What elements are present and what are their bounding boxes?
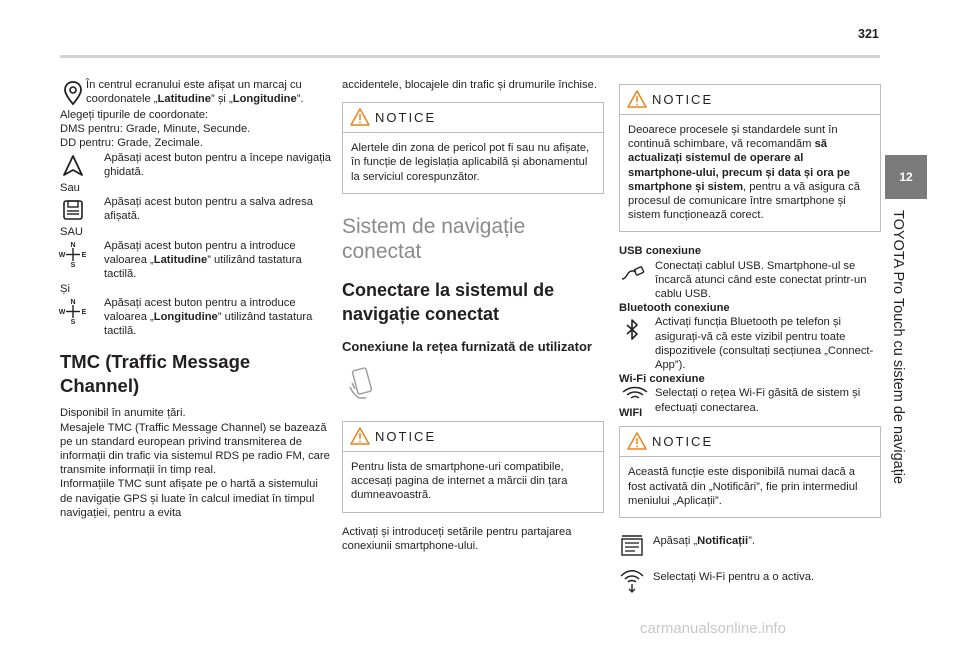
wifi-label: WIFI bbox=[619, 406, 643, 419]
bluetooth-row bbox=[619, 315, 881, 372]
select-wifi-text: Selectați Wi-Fi pentru a o activa. bbox=[653, 571, 815, 584]
column-3 bbox=[619, 78, 881, 596]
select-wifi-row bbox=[619, 566, 881, 596]
column-2 bbox=[342, 78, 604, 553]
notice-box bbox=[342, 102, 604, 194]
marker-text: În centrul ecranului este afișat un marcaj cu coordonatele „Latitudine” și „Longitudine”. bbox=[86, 79, 304, 106]
start-navigation-text: Apăsați acest buton pentru a începe navigația ghidată. bbox=[104, 151, 332, 178]
and-text: Și bbox=[60, 282, 70, 295]
wifi-icon bbox=[619, 386, 651, 419]
notice-title: NOTICE bbox=[652, 434, 714, 450]
notice-header bbox=[343, 103, 603, 133]
chapter-title: TOYOTA Pro Touch cu sistem de navigație bbox=[890, 210, 906, 485]
header-rule bbox=[60, 55, 880, 58]
coord-types-text: Alegeți tipurile de coordonate: bbox=[60, 109, 209, 121]
chapter-tab[interactable]: 12 bbox=[885, 155, 927, 199]
svg-text:W: W bbox=[58, 252, 66, 260]
save-address-text: Apăsați acest buton pentru a salva adresa afișată. bbox=[104, 195, 313, 223]
tmc-paragraph-2: Informațiile TMC sunt afișate pe o hartă a sistemului de navigație GPS și luate în calcul imediat în timpul navigației, pentru a evita bbox=[60, 478, 318, 519]
svg-text:N: N bbox=[70, 298, 76, 306]
usb-heading: USB conexiune bbox=[619, 245, 702, 258]
notice-header bbox=[343, 422, 603, 452]
warning-icon bbox=[627, 432, 647, 450]
latitude-row bbox=[60, 239, 332, 282]
notice-box bbox=[619, 84, 881, 232]
or-upper-text: SAU bbox=[60, 225, 84, 238]
or-text: Sau bbox=[60, 181, 80, 194]
warning-icon bbox=[350, 108, 370, 126]
longitude-row bbox=[60, 296, 332, 339]
section-title: Sistem de navigație conectat bbox=[342, 214, 526, 263]
activate-sharing-text: Activați și introduceți setările pentru partajarea conexiunii smartphone-ului. bbox=[342, 525, 572, 552]
compass-icon[interactable] bbox=[60, 298, 86, 324]
notice-body: Deoarece procesele și standardele sunt în continuă schimbare, vă recomandăm să actualizați sistemul de operare al smartphone-ului, precum și data și ora pe smartphone și sistem, pentru a vă asigura că procesul de comunicare între smartphone și sistem funcționează corect. bbox=[628, 124, 860, 222]
compass-icon[interactable] bbox=[58, 241, 87, 270]
column-1 bbox=[60, 78, 332, 520]
usb-row bbox=[619, 259, 881, 302]
notice-title: NOTICE bbox=[652, 92, 714, 107]
svg-text:S: S bbox=[70, 262, 76, 270]
notice-header bbox=[620, 427, 880, 457]
save-icon[interactable] bbox=[60, 197, 86, 223]
tmc-paragraph-1: Mesajele TMC (Traffic Message Channel) se bazează pe un standard european privind transmiterea de informații din trafic via sistemul RDS pe radio FM, care transmite informații în timp real. bbox=[60, 421, 330, 477]
tmc-heading: TMC (Traffic Message Channel) bbox=[60, 351, 251, 397]
continued-text: accidentele, blocajele din trafic și drumurile închise. bbox=[342, 79, 597, 91]
dd-text: DD pentru: Grade, Zecimale. bbox=[60, 137, 204, 150]
notice-title: NOTICE bbox=[375, 110, 437, 126]
notifications-row bbox=[619, 530, 881, 560]
bluetooth-icon bbox=[619, 317, 645, 343]
warning-icon bbox=[627, 90, 647, 108]
watermark: carmanualsonline.info bbox=[640, 620, 786, 637]
subsection-title: Conectare la sistemul de navigație conectat bbox=[342, 279, 555, 324]
svg-text:N: N bbox=[70, 242, 76, 250]
notice-title: NOTICE bbox=[375, 429, 437, 445]
notifications-list-icon[interactable] bbox=[619, 532, 645, 558]
warning-icon bbox=[350, 427, 370, 445]
longitude-text: Apăsați acest buton pentru a introduce valoarea „Longitudine” utilizând tastatura tactilă. bbox=[104, 296, 313, 338]
start-navigation-row bbox=[60, 151, 332, 181]
usb-cable-icon bbox=[619, 259, 645, 285]
wifi-row bbox=[619, 386, 881, 419]
navigation-arrow-icon[interactable] bbox=[60, 153, 86, 179]
wifi-toggle-icon[interactable] bbox=[619, 568, 645, 594]
notice-box bbox=[619, 426, 881, 518]
notice-body: Această funcție este disponibilă numai dacă a fost activată din „Notificări”, fie prin intermediul meniului „Aplicații”. bbox=[628, 466, 858, 507]
save-address-row bbox=[60, 195, 332, 225]
page-number: 321 bbox=[858, 27, 879, 41]
notice-body: Alertele din zona de pericol pot fi sau nu afișate, în funcție de legislația aplicabilă și abonamentul la serviciul corespunzător. bbox=[351, 142, 590, 183]
dms-text: DMS pentru: Grade, Minute, Secunde. bbox=[60, 123, 251, 136]
notice-box bbox=[342, 421, 604, 513]
bluetooth-heading: Bluetooth conexiune bbox=[619, 302, 730, 315]
svg-text:W: W bbox=[58, 308, 66, 316]
tmc-availability: Disponibil în anumite țări. bbox=[60, 407, 186, 420]
latitude-text: Apăsați acest buton pentru a introduce valoarea „Latitudine” utilizând tastatura tactilă. bbox=[104, 240, 302, 281]
location-pin-icon bbox=[60, 80, 86, 106]
wifi-heading: Wi-Fi conexiune bbox=[619, 373, 705, 386]
usb-text: Conectați cablul USB. Smartphone-ul se încarcă atunci când este conectat printr-un cablu USB. bbox=[655, 259, 867, 301]
svg-text:E: E bbox=[81, 252, 87, 260]
svg-text:S: S bbox=[70, 318, 76, 326]
press-notifications-text: Apăsați „Notificații”. bbox=[653, 535, 755, 548]
notice-body: Pentru lista de smartphone-uri compatibile, accesați pagina de internet a mărcii din țara dumneavoastră. bbox=[351, 461, 568, 502]
svg-text:E: E bbox=[81, 308, 87, 316]
wifi-text: Selectați o rețea Wi-Fi găsită de sistem și efectuați conectarea. bbox=[655, 387, 861, 414]
marker-info bbox=[60, 78, 332, 108]
smartphone-hand-icon bbox=[346, 367, 374, 401]
subsection-title-2: Conexiune la rețea furnizată de utilizator bbox=[342, 338, 592, 354]
notice-header bbox=[620, 85, 880, 115]
bluetooth-text: Activați funcția Bluetooth pe telefon și asigurați-vă că este vizibil pentru toate dispozitivele (consultați secțiunea „Connect-App”). bbox=[655, 316, 874, 372]
